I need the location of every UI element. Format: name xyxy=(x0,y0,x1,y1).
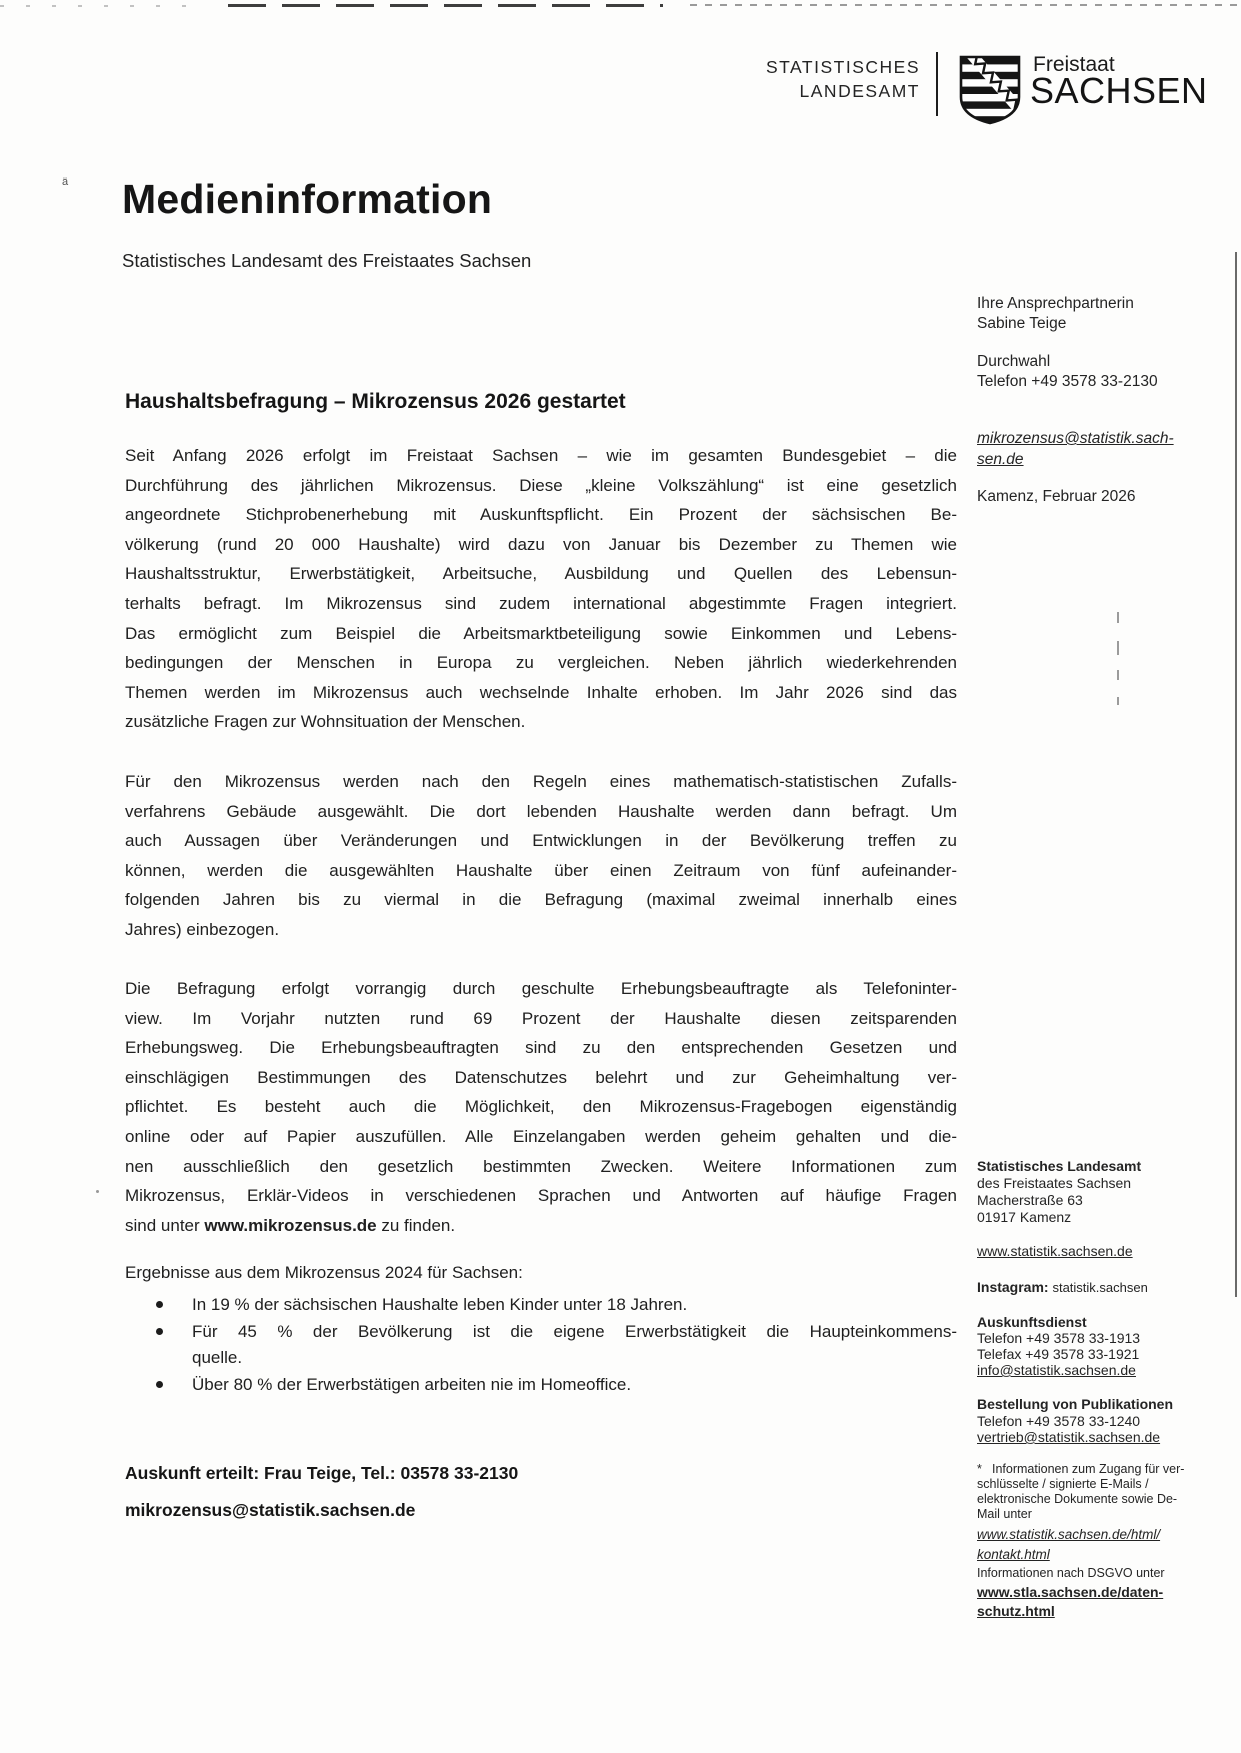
scan-artifact-top-dots-left xyxy=(0,5,200,7)
text-line: können, werden die ausgewählten Haushalte über einen Zeitraum von fünf aufeinander- xyxy=(125,860,957,880)
agency-name xyxy=(700,55,920,103)
list-item xyxy=(125,1292,957,1319)
dial-label: Durchwahl xyxy=(977,353,1051,370)
page-subtitle: Statistisches Landesamt des Freistaates Sachsen xyxy=(122,250,532,271)
scan-artifact-mark: ä xyxy=(62,176,69,188)
text-line: verfahrens Gebäude ausgewählt. Die dort lebenden Haushalte werden dann befragt. Um xyxy=(125,801,957,821)
text-segment: sind unter xyxy=(125,1215,205,1235)
footnote-contact-link[interactable] xyxy=(977,1525,1202,1564)
contact-person-block xyxy=(977,294,1199,333)
paragraph-3 xyxy=(125,974,957,1240)
bullet-text xyxy=(192,1292,957,1319)
text-line: bedingungen der Menschen in Europa zu vergleichen. Neben jährlich wiederkehrenden xyxy=(125,653,957,673)
dateline: Kamenz, Februar 2026 xyxy=(977,488,1136,505)
scan-artifact-dash xyxy=(1117,641,1119,655)
bullet-text xyxy=(192,1372,957,1399)
paragraph-3-last-line xyxy=(125,1211,957,1241)
paragraph-2 xyxy=(125,767,957,945)
scan-artifact-right-edge xyxy=(1235,252,1237,1297)
text-line: einschlägigen Bestimmungen des Datenschutzes belehrt und zur Geheimhaltung ver- xyxy=(125,1067,957,1087)
results-list xyxy=(125,1292,957,1398)
scan-artifact-dash xyxy=(1117,697,1119,705)
footnote-privacy-link[interactable] xyxy=(977,1583,1202,1621)
text-line: www.statistik.sachsen.de/html/ xyxy=(977,1527,1161,1542)
mikrozensus-url: www.mikrozensus.de xyxy=(204,1215,377,1235)
website-link[interactable]: www.statistik.sachsen.de xyxy=(977,1243,1133,1259)
instagram-handle: statistik.sachsen xyxy=(1052,1280,1148,1295)
text-segment: zu finden. xyxy=(376,1215,456,1235)
info-service-block xyxy=(977,1314,1202,1378)
text-line: quelle. xyxy=(192,1348,243,1367)
text-line: In 19 % der sächsischen Haushalte leben Kinder unter 18 Jahren. xyxy=(192,1295,688,1314)
paragraph-3-lines xyxy=(125,974,957,1211)
text-line: Für den Mikrozensus werden nach den Regeln eines mathematisch-statistischen Zufalls- xyxy=(125,772,957,791)
bullet-text xyxy=(192,1319,957,1372)
text-line: schlüsselte / signierte E-Mails / xyxy=(977,1477,1149,1491)
contact-person-label: Ihre Ansprechpartnerin xyxy=(977,295,1134,312)
footnote-marker: * xyxy=(977,1462,982,1476)
office-street: Macherstraße 63 xyxy=(977,1192,1083,1208)
office-line2: des Freistaates Sachsen xyxy=(977,1175,1132,1191)
agency-name-line2: LANDESAMT xyxy=(799,81,920,101)
text-line: völkerung (rund 20 000 Haushalte) wird dazu von Januar bis Dezember zu Themen wie xyxy=(125,534,957,554)
text-line: Mikrozensus, Erklär-Videos in verschiedenen Sprachen und Antworten auf häufige Fragen xyxy=(125,1186,957,1206)
text-line: Über 80 % der Erwerbstätigen arbeiten nie im Homeoffice. xyxy=(192,1374,632,1394)
results-intro: Ergebnisse aus dem Mikrozensus 2024 für Sachsen: xyxy=(125,1263,523,1282)
instagram-line xyxy=(977,1279,1202,1295)
bullet-icon xyxy=(156,1301,163,1308)
info-service-email-link[interactable]: info@statistik.sachsen.de xyxy=(977,1362,1136,1378)
list-item xyxy=(125,1372,957,1399)
scan-artifact-dash xyxy=(1117,670,1119,680)
publications-email-link[interactable]: vertrieb@statistik.sachsen.de xyxy=(977,1429,1161,1445)
text-line: Erhebungsweg. Die Erhebungsbeauftragten sind zu den entsprechenden Gesetzen und xyxy=(125,1038,957,1058)
info-contact-email: mikrozensus@statistik.sachsen.de xyxy=(125,1500,416,1520)
text-line: www.stla.sachsen.de/daten- xyxy=(977,1584,1164,1600)
office-city: 01917 Kamenz xyxy=(977,1209,1072,1225)
contact-email-link[interactable] xyxy=(977,428,1199,470)
dial-phone: Telefon +49 3578 33-2130 xyxy=(977,372,1158,390)
page-title: Medieninformation xyxy=(122,176,493,222)
text-line: Haushaltsstruktur, Erwerbstätigkeit, Arbeitsuche, Ausbildung und Quellen des Lebensun- xyxy=(125,564,957,584)
footnote-dsgvo-text: Informationen nach DSGVO unter xyxy=(977,1566,1165,1580)
contact-person-name: Sabine Teige xyxy=(977,314,1067,332)
text-line: angeordnete Stichprobenerhebung mit Auskunftspflicht. Ein Prozent der sächsischen Be- xyxy=(125,505,957,525)
office-address-block xyxy=(977,1158,1202,1226)
text-line: elektronische Dokumente sowie De- xyxy=(977,1492,1178,1506)
office-name: Statistisches Landesamt xyxy=(977,1158,1142,1174)
article-heading: Haushaltsbefragung – Mikrozensus 2026 gestartet xyxy=(125,390,626,413)
saxony-coat-of-arms-icon xyxy=(959,55,1021,130)
contact-phone-block xyxy=(977,352,1199,391)
publications-block xyxy=(977,1396,1202,1446)
text-line: auch Aussagen über Veränderungen und Entwicklungen in der Bevölkerung treffen zu xyxy=(125,831,957,851)
footnote-text xyxy=(977,1462,1202,1522)
scan-artifact-dash xyxy=(1117,612,1119,623)
scan-artifact-dot xyxy=(96,1190,99,1193)
info-contact-line: Auskunft erteilt: Frau Teige, Tel.: 03578 33-2130 xyxy=(125,1463,519,1483)
text-line: Das ermöglicht zum Beispiel die Arbeitsmarktbeteiligung sowie Einkommen und Lebens- xyxy=(125,623,957,643)
bullet-icon xyxy=(156,1328,163,1335)
text-line: Seit Anfang 2026 erfolgt im Freistaat Sachsen – wie im gesamten Bundesgebiet – die xyxy=(125,446,957,465)
bullet-icon xyxy=(156,1381,163,1388)
info-service-heading: Auskunftsdienst xyxy=(977,1314,1087,1330)
publications-phone: Telefon +49 3578 33-1240 xyxy=(977,1412,1141,1429)
text-line: schutz.html xyxy=(977,1603,1055,1619)
text-line: kontakt.html xyxy=(977,1546,1050,1562)
publications-heading: Bestellung von Publikationen xyxy=(977,1396,1174,1412)
scan-artifact-top-line xyxy=(228,4,663,7)
text-line: nen ausschließlich den gesetzlich bestimmten Zwecken. Weitere Informationen zum xyxy=(125,1156,957,1176)
text-line: folgenden Jahren bis zu viermal in die Befragung (maximal zweimal innerhalb eines xyxy=(125,890,957,910)
footnote-block xyxy=(977,1462,1202,1621)
text-line: Für 45 % der Bevölkerung ist die eigene Erwerbstätigkeit die Haupteinkommens- xyxy=(192,1321,957,1341)
text-line: mikrozensus@statistik.sach- xyxy=(977,430,1174,447)
paragraph-1 xyxy=(125,441,957,737)
logo-divider xyxy=(936,52,938,116)
list-item xyxy=(125,1319,957,1372)
text-line: Jahres) einbezogen. xyxy=(125,919,280,939)
text-line: pflichtet. Es besteht auch die Möglichkeit, den Mikrozensus-Fragebogen eigenständig xyxy=(125,1097,957,1117)
text-line: Mail unter xyxy=(977,1507,1032,1521)
text-line: zusätzliche Fragen zur Wohnsituation der Menschen. xyxy=(125,712,526,732)
text-line: Die Befragung erfolgt vorrangig durch geschulte Erhebungsbeauftragte als Telefoninter- xyxy=(125,979,957,998)
agency-name-line1: STATISTISCHES xyxy=(765,57,920,77)
text-line: sen.de xyxy=(977,451,1024,468)
scan-artifact-top-dots xyxy=(690,4,1241,6)
text-line: Durchführung des jährlichen Mikrozensus. Diese „kleine Volkszählung“ ist eine gesetzlich xyxy=(125,475,957,495)
text-line: online oder auf Papier auszufüllen. Alle Einzelangaben werden geheim gehalten und die- xyxy=(125,1126,957,1146)
state-wordmark-small: Freistaat xyxy=(1033,53,1115,76)
text-line: Themen werden im Mikrozensus auch wechselnde Inhalte erhoben. Im Jahr 2026 sind das xyxy=(125,682,957,702)
text-line: Informationen zum Zugang für ver- xyxy=(992,1462,1185,1476)
text-line: terhalts befragt. Im Mikrozensus sind zudem international abgestimmte Fragen integriert. xyxy=(125,593,957,613)
state-wordmark-large: SACHSEN xyxy=(1030,70,1208,111)
text-line: view. Im Vorjahr nutzten rund 69 Prozent der Haushalte diesen zeitsparenden xyxy=(125,1008,957,1028)
info-service-fax: Telefax +49 3578 33-1921 xyxy=(977,1346,1140,1362)
info-service-phone: Telefon +49 3578 33-1913 xyxy=(977,1330,1141,1346)
instagram-label: Instagram: xyxy=(977,1279,1049,1295)
